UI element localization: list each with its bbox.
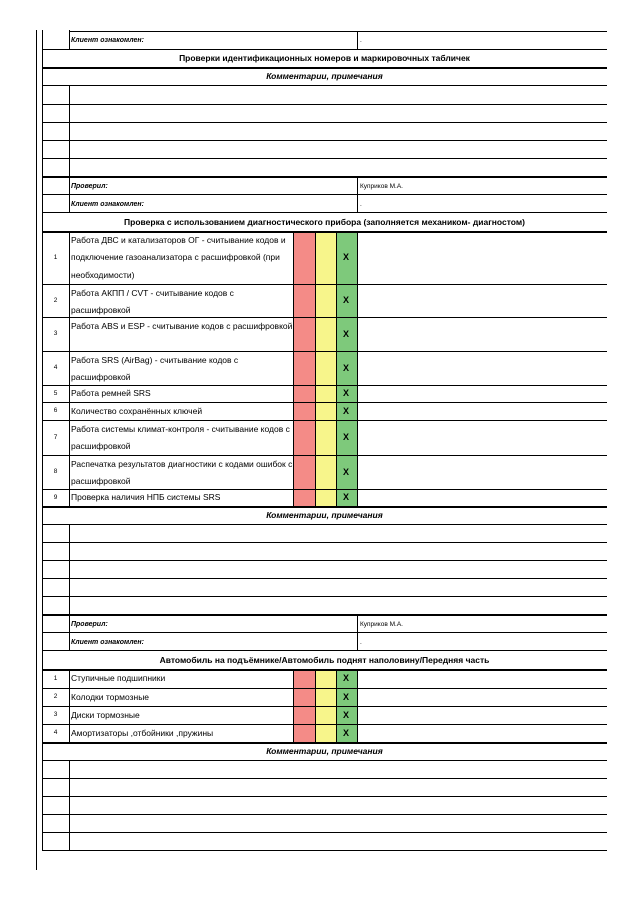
col-line xyxy=(315,669,316,742)
status-yellow-cell[interactable] xyxy=(315,284,336,317)
item-description: Работа АКПП / CVT - считывание кодов с расшифровкой xyxy=(71,287,234,315)
item-number: 1 xyxy=(53,254,58,261)
col-line xyxy=(69,85,70,212)
check-mark: X xyxy=(342,673,349,683)
row-line xyxy=(42,669,607,671)
row-line xyxy=(42,850,607,851)
row-line xyxy=(42,194,607,195)
row-line xyxy=(42,706,607,707)
item-number: 3 xyxy=(53,711,58,718)
status-yellow-cell[interactable] xyxy=(315,317,336,351)
item-number: 2 xyxy=(53,693,58,700)
check-mark: X xyxy=(342,329,349,339)
row-line xyxy=(42,578,607,579)
col-line xyxy=(69,669,70,742)
row-line xyxy=(42,385,607,386)
item-description: Работа системы климат-контроля - считывание кодов с расшифровкой xyxy=(71,423,290,451)
section-title-diag: Проверка с использованием диагностического прибора (заполняется механиком- диагностом) xyxy=(124,217,525,227)
col-line xyxy=(69,760,70,850)
col-line xyxy=(357,231,358,506)
status-red-cell[interactable] xyxy=(293,724,315,742)
col-line xyxy=(357,176,358,212)
row-line xyxy=(42,632,607,633)
row-line xyxy=(42,176,607,178)
row-line xyxy=(42,760,607,761)
status-red-cell[interactable] xyxy=(293,351,315,385)
col-line xyxy=(357,614,358,650)
status-yellow-cell[interactable] xyxy=(315,455,336,489)
comments-title: Комментарии, примечания xyxy=(266,510,383,520)
client-ack-label: Клиент ознакомлен: xyxy=(71,37,144,44)
row-line xyxy=(42,420,607,421)
row-line xyxy=(42,104,607,105)
status-yellow-cell[interactable] xyxy=(315,420,336,455)
status-yellow-cell[interactable] xyxy=(315,231,336,284)
item-number: 8 xyxy=(53,468,58,475)
checked-by-label: Проверил: xyxy=(71,621,108,628)
item-number: 4 xyxy=(53,364,58,371)
row-line xyxy=(42,85,607,86)
row-line xyxy=(42,455,607,456)
status-yellow-cell[interactable] xyxy=(315,688,336,706)
comments-title: Комментарии, примечания xyxy=(266,71,383,81)
status-yellow-cell[interactable] xyxy=(315,351,336,385)
item-description: Распечатка результатов диагностики с кодами ошибок с расшифровкой xyxy=(71,458,293,486)
inspector-name: Куприков М.А. xyxy=(360,183,403,190)
col-line xyxy=(293,231,294,506)
check-mark: X xyxy=(342,710,349,720)
col-line xyxy=(336,669,337,742)
row-line xyxy=(42,317,607,318)
inspector-name: Куприков М.А. xyxy=(360,621,403,628)
check-mark: X xyxy=(342,295,349,305)
checked-by-label: Проверил: xyxy=(71,183,108,190)
row-line xyxy=(42,724,607,725)
client-ack-label: Клиент ознакомлен: xyxy=(71,201,144,208)
col-line xyxy=(69,231,70,506)
row-line xyxy=(42,650,607,651)
status-yellow-cell[interactable] xyxy=(315,489,336,506)
col-line xyxy=(42,30,43,850)
col-line xyxy=(69,30,70,49)
check-mark: X xyxy=(342,406,349,416)
status-red-cell[interactable] xyxy=(293,385,315,402)
row-line xyxy=(42,778,607,779)
status-red-cell[interactable] xyxy=(293,284,315,317)
col-line xyxy=(315,231,316,506)
section-title-lift: Автомобиль на подъёмнике/Автомобиль поднят наполовину/Передняя часть xyxy=(159,655,490,665)
client-ack-value: . xyxy=(360,37,362,44)
row-line xyxy=(42,814,607,815)
row-line xyxy=(69,31,607,32)
check-mark: X xyxy=(342,728,349,738)
row-line xyxy=(42,122,607,123)
item-number: 4 xyxy=(53,729,58,736)
item-number: 3 xyxy=(53,330,58,337)
item-description: Количество сохранённых ключей xyxy=(71,406,203,416)
status-red-cell[interactable] xyxy=(293,420,315,455)
item-number: 1 xyxy=(53,675,58,682)
status-yellow-cell[interactable] xyxy=(315,385,336,402)
row-line xyxy=(42,351,607,352)
item-number: 9 xyxy=(53,494,58,501)
row-line xyxy=(42,596,607,597)
item-description: Ступичные подшипники xyxy=(71,673,166,683)
check-mark: X xyxy=(342,252,349,262)
row-line xyxy=(42,524,607,525)
check-mark: X xyxy=(342,692,349,702)
col-line xyxy=(336,231,337,506)
row-line xyxy=(42,832,607,833)
col-line xyxy=(293,669,294,742)
status-yellow-cell[interactable] xyxy=(315,724,336,742)
row-line xyxy=(42,614,607,616)
status-red-cell[interactable] xyxy=(293,231,315,284)
row-line xyxy=(42,212,607,213)
item-number: 5 xyxy=(53,390,58,397)
item-number: 7 xyxy=(53,434,58,441)
row-line xyxy=(42,158,607,159)
status-red-cell[interactable] xyxy=(293,669,315,688)
item-number: 6 xyxy=(53,407,58,414)
row-line xyxy=(42,506,607,508)
section-title-vin: Проверки идентификационных номеров и маркировочных табличек xyxy=(179,53,470,63)
row-line xyxy=(42,402,607,403)
item-description: Работа SRS (AirBag) - считывание кодов с расшифровкой xyxy=(71,354,239,382)
item-description: Диски тормозные xyxy=(71,710,140,720)
row-line xyxy=(42,742,607,744)
check-mark: X xyxy=(342,388,349,398)
status-red-cell[interactable] xyxy=(293,688,315,706)
item-description: Работа ABS и ESP - считывание кодов с расшифровкой xyxy=(71,320,293,331)
client-ack-value: . xyxy=(360,201,362,208)
status-red-cell[interactable] xyxy=(293,489,315,506)
col-line xyxy=(357,31,358,49)
client-ack-label: Клиент ознакомлен: xyxy=(71,639,144,646)
item-description: Колодки тормозные xyxy=(71,692,150,702)
row-line xyxy=(42,796,607,797)
row-line xyxy=(42,140,607,141)
item-description: Работа ремней SRS xyxy=(71,388,151,398)
status-yellow-cell[interactable] xyxy=(315,706,336,724)
col-line xyxy=(69,524,70,650)
status-red-cell[interactable] xyxy=(293,706,315,724)
row-line xyxy=(42,49,607,50)
row-line xyxy=(42,560,607,561)
status-yellow-cell[interactable] xyxy=(315,669,336,688)
row-line xyxy=(42,489,607,490)
row-line xyxy=(42,542,607,543)
margin-line xyxy=(36,30,37,870)
row-line xyxy=(42,284,607,285)
row-line xyxy=(42,231,607,233)
comments-title: Комментарии, примечания xyxy=(266,746,383,756)
item-description: Работа ДВС и катализаторов ОГ - считывание кодов и подключение газоанализатора с расшифровкой (при необходимости) xyxy=(71,234,286,280)
row-line xyxy=(42,688,607,689)
check-mark: X xyxy=(342,432,349,442)
item-description: Амортизаторы ,отбойники ,пружины xyxy=(71,728,214,738)
status-yellow-cell[interactable] xyxy=(315,402,336,420)
status-red-cell[interactable] xyxy=(293,402,315,420)
item-number: 2 xyxy=(53,297,58,304)
check-mark: X xyxy=(342,363,349,373)
col-line xyxy=(357,669,358,742)
check-mark: X xyxy=(342,467,349,477)
status-red-cell[interactable] xyxy=(293,455,315,489)
status-red-cell[interactable] xyxy=(293,317,315,351)
row-line xyxy=(42,67,607,69)
check-mark: X xyxy=(342,492,349,502)
client-ack-value: . xyxy=(360,639,362,646)
item-description: Проверка наличия НПБ системы SRS xyxy=(71,492,221,502)
